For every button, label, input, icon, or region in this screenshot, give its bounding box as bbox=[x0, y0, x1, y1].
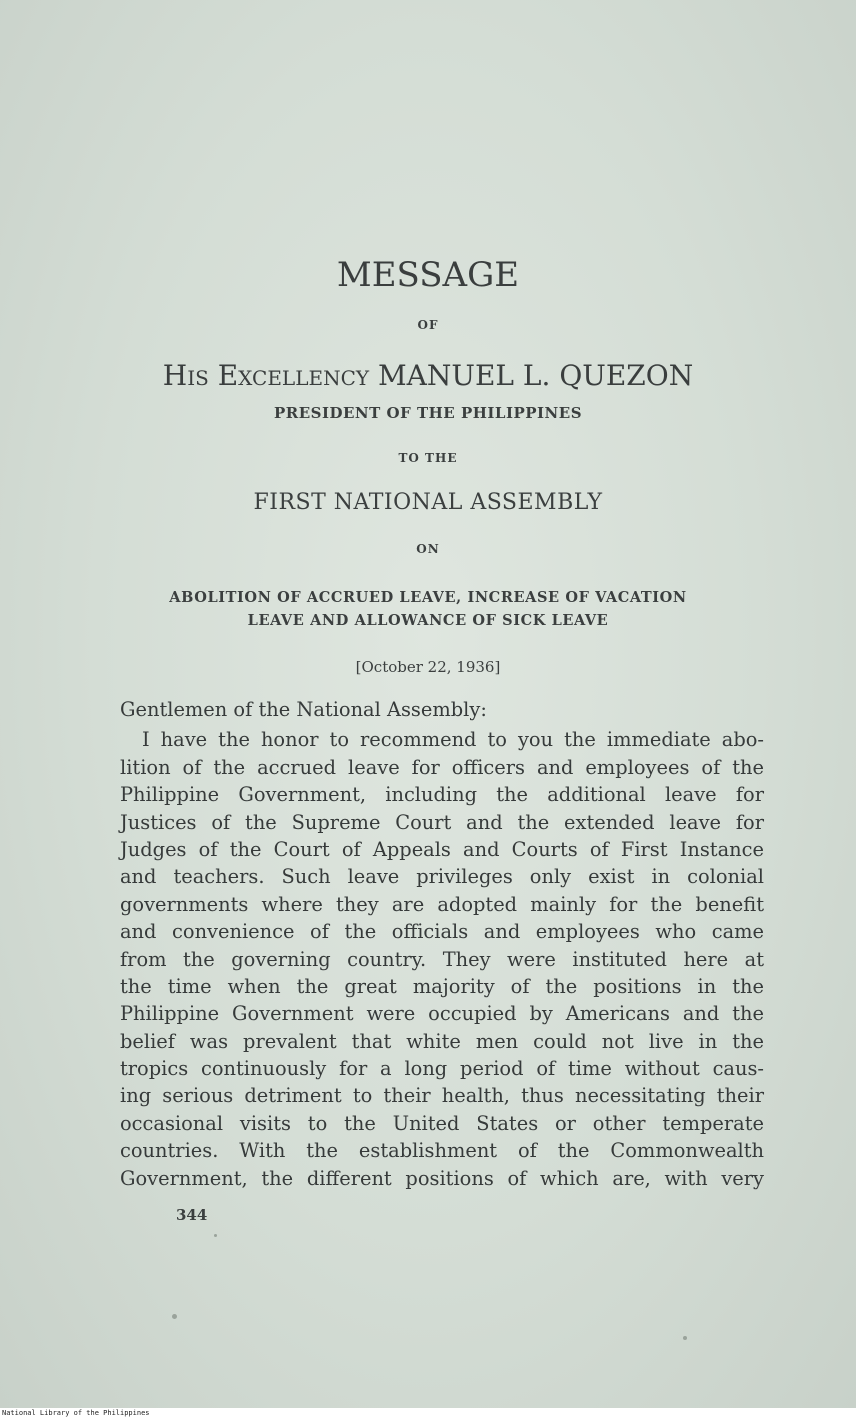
body-line: ing serious detriment to their health, thus necessitating their bbox=[120, 1084, 764, 1108]
body-line: occasional visits to the United States or other temperate bbox=[120, 1111, 764, 1135]
to-label: TO THE bbox=[398, 451, 458, 465]
addressee: FIRST NATIONAL ASSEMBLY bbox=[253, 490, 603, 515]
footer-credit: National Library of the Philippines bbox=[2, 1409, 150, 1417]
body-line: I have the honor to recommend to you the immediate abo- bbox=[142, 728, 764, 752]
document-title: MESSAGE bbox=[336, 255, 520, 295]
body-line: tropics continuously for a long period of time without caus- bbox=[120, 1057, 764, 1081]
subject-line: LEAVE AND ALLOWANCE OF SICK LEAVE bbox=[247, 612, 609, 629]
salutation: Gentlemen of the National Assembly: bbox=[120, 698, 487, 721]
body-line: Judges of the Court of Appeals and Courts of First Instance bbox=[120, 837, 764, 861]
subject-line: ABOLITION OF ACCRUED LEAVE, INCREASE OF VACATION bbox=[169, 589, 687, 606]
paper-speck bbox=[214, 1234, 217, 1237]
body-line: lition of the accrued leave for officers and employees of the bbox=[120, 755, 764, 779]
body-line: governments where they are adopted mainly for the benefit bbox=[120, 892, 764, 916]
on-label: ON bbox=[416, 542, 440, 556]
body-line: and convenience of the officials and employees who came bbox=[120, 920, 764, 944]
body-line: belief was prevalent that white men could not live in the bbox=[120, 1029, 764, 1053]
message-body bbox=[120, 696, 764, 1192]
body-line: the time when the great majority of the positions in the bbox=[120, 974, 764, 998]
body-line: and teachers. Such leave privileges only exist in colonial bbox=[120, 865, 764, 889]
subject-heading bbox=[0, 586, 856, 632]
paper-speck bbox=[683, 1336, 687, 1340]
paper-speck bbox=[172, 1314, 177, 1319]
body-line: Justices of the Supreme Court and the extended leave for bbox=[120, 810, 764, 834]
author-title: PRESIDENT OF THE PHILIPPINES bbox=[273, 404, 583, 422]
body-line: from the governing country. They were instituted here at bbox=[120, 947, 764, 971]
body-line: Government, the different positions of which are, with very bbox=[120, 1166, 764, 1190]
of-label: OF bbox=[417, 318, 439, 332]
body-line: Philippine Government were occupied by Americans and the bbox=[120, 1002, 764, 1026]
message-date: [October 22, 1936] bbox=[355, 658, 501, 676]
body-line: Philippine Government, including the additional leave for bbox=[120, 783, 764, 807]
author-line: His Excellency MANUEL L. QUEZON bbox=[162, 359, 694, 392]
page-number: 344 bbox=[176, 1206, 208, 1224]
body-line: countries. With the establishment of the Commonwealth bbox=[120, 1139, 764, 1163]
